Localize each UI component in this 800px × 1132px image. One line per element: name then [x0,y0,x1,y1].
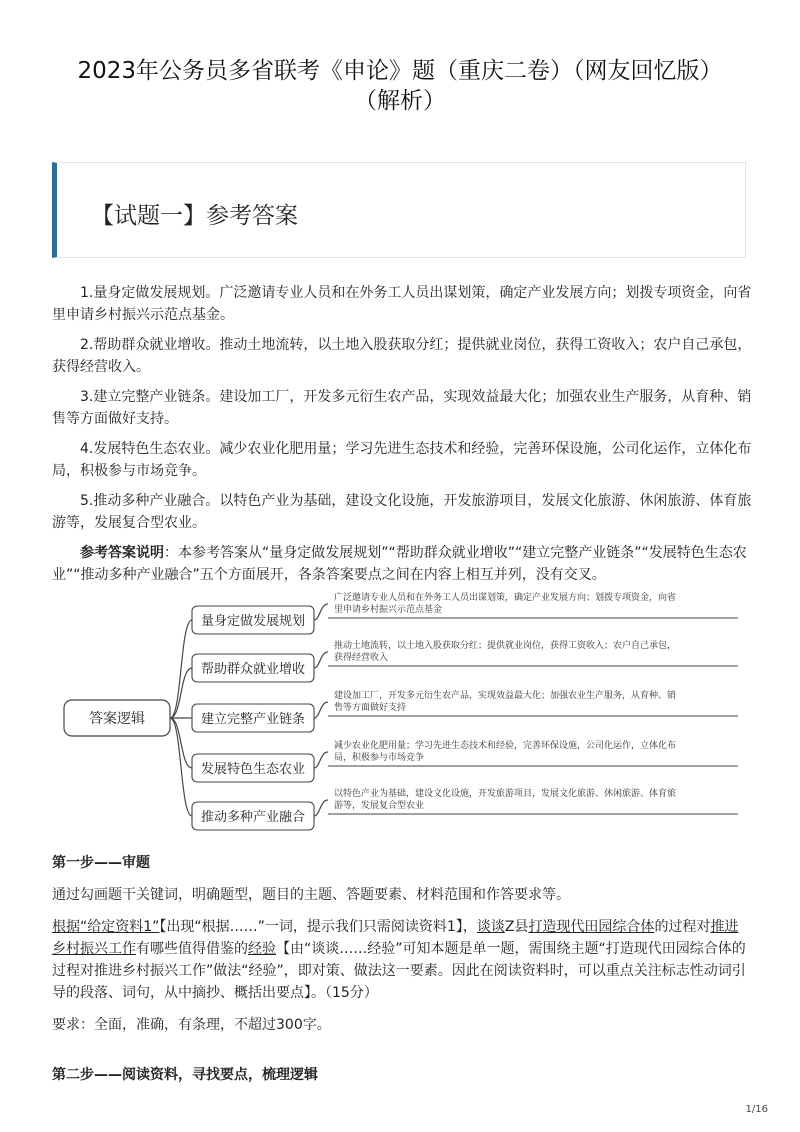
step1-question: 根据“给定资料1”【出现“根据……”一词，提示我们只需阅读资料1】，谈谈Z县打造现代田园综合体的过程对推进乡村振兴工作有哪些值得借鉴的经验【由“谈谈……经验”可知本题是单一题，需围绕主题“打造现代田园综合体的过程对推进乡村振兴工作”做法“经验”，即对策、做法这一要素。因此在阅读资料时，可以重点关注标志性动词引导的段落、词句，从中摘抄、概括出要点】。（15分） [52,919,746,1001]
document-title-line1: 2023年公务员多省联考《申论》题（重庆二卷）（网友回忆版） [77,58,723,84]
branch-detail-4b: 局，积极参与市场竞争 [334,753,425,763]
branch-detail-2a: 推动土地流转，以土地入股获取分红；提供就业岗位，获得工资收入；农户自己承包， [334,641,677,651]
step2-heading: 第二步——阅读资料，寻找要点，梳理逻辑 [52,1067,318,1083]
answer-logic-mindmap [52,584,752,832]
answer-item-2: 2.帮助群众就业增收。推动土地流转，以土地入股获取分红；提供就业岗位，获得工资收入；农户自己承包，获得经营收入。 [52,337,752,375]
mindmap-branch-4 [192,739,738,782]
answer-note-text: ：本参考答案从“量身定做发展规划”“帮助群众就业增收”“建立完整产业链条”“发展特色生态农业”“推动多种产业融合”五个方面展开，各条答案要点之间在内容上相互并列，没有交叉。 [52,545,747,583]
answer-item-3: 3.建立完整产业链条。建设加工厂，开发多元衍生农产品，实现效益最大化；加强农业生产服务，从育种、销售等方面做好支持。 [52,389,752,427]
connector-4 [170,718,192,768]
branch-label-5: 推动多种产业融合 [200,810,306,825]
answer-item-1: 1.量身定做发展规划。广泛邀请专业人员和在外务工人员出谋划策，确定产业发展方向；划拨专项资金，向省里申请乡村振兴示范点基金。 [52,285,752,323]
step1-intro: 通过勾画题干关键词，明确题型，题目的主题、答题要素、材料范围和作答要求等。 [52,887,570,903]
answer-note-label: 参考答案说明 [80,545,164,561]
connector-d2 [314,652,328,668]
mindmap-branch-2 [192,639,738,682]
mindmap-svg [52,584,752,832]
branch-detail-1a: 广泛邀请专业人员和在外务工人员出谋划策，确定产业发展方向；划拨专项资金，向省 [334,593,677,603]
step1-heading: 第一步——审题 [52,855,150,871]
connector-d1 [314,604,328,620]
branch-label-1: 量身定做发展规划 [200,614,306,629]
mindmap-root-label: 答案逻辑 [89,711,145,727]
branch-label-4: 发展特色生态农业 [200,762,306,777]
branch-detail-1b: 里申请乡村振兴示范点基金 [334,605,443,615]
answer-note [52,542,752,586]
branch-detail-5b: 游等，发展复合型农业 [334,801,425,811]
branch-detail-5a: 以特色产业为基础，建设文化设施，开发旅游项目，发展文化旅游、休闲旅游、体育旅 [334,789,677,799]
branch-detail-2b: 获得经营收入 [334,653,389,663]
branch-label-3: 建立完整产业链条 [200,712,306,727]
branch-label-2: 帮助群众就业增收 [200,662,306,677]
connector-2 [170,668,192,718]
answer-item-4: 4.发展特色生态农业。减少农业化肥用量；学习先进生态技术和经验，完善环保设施，公司化运作，立体化布局，积极参与市场竞争。 [52,441,752,479]
section-title: 【试题一】参考答案 [91,203,298,229]
step1-requirements: 要求：全面，准确，有条理，不超过300字。 [52,1017,331,1033]
connector-d5 [314,800,328,816]
step1-section [52,852,752,1036]
connector-d3 [314,702,328,718]
connector-d4 [314,752,328,768]
mindmap-branch-3 [192,689,738,732]
page-number: 1/16 [745,1104,768,1115]
branch-detail-3a: 建设加工厂，开发多元衍生农产品，实现效益最大化；加强农业生产服务，从育种、销 [334,691,677,701]
branch-detail-4a: 减少农业化肥用量；学习先进生态技术和经验，完善环保设施，公司化运作，立体化布 [334,741,677,751]
mindmap-branch-5 [192,787,738,830]
section-header-box [52,162,746,258]
mindmap-branch-1 [192,591,738,634]
document-title [40,56,760,116]
answer-list [52,282,752,586]
document-title-line2: （解析） [354,88,446,114]
branch-detail-3b: 售等方面做好支持 [334,703,407,713]
answer-item-5: 5.推动多种产业融合。以特色产业为基础，建设文化设施，开发旅游项目，发展文化旅游、休闲旅游、体育旅游等，发展复合型农业。 [52,493,752,531]
